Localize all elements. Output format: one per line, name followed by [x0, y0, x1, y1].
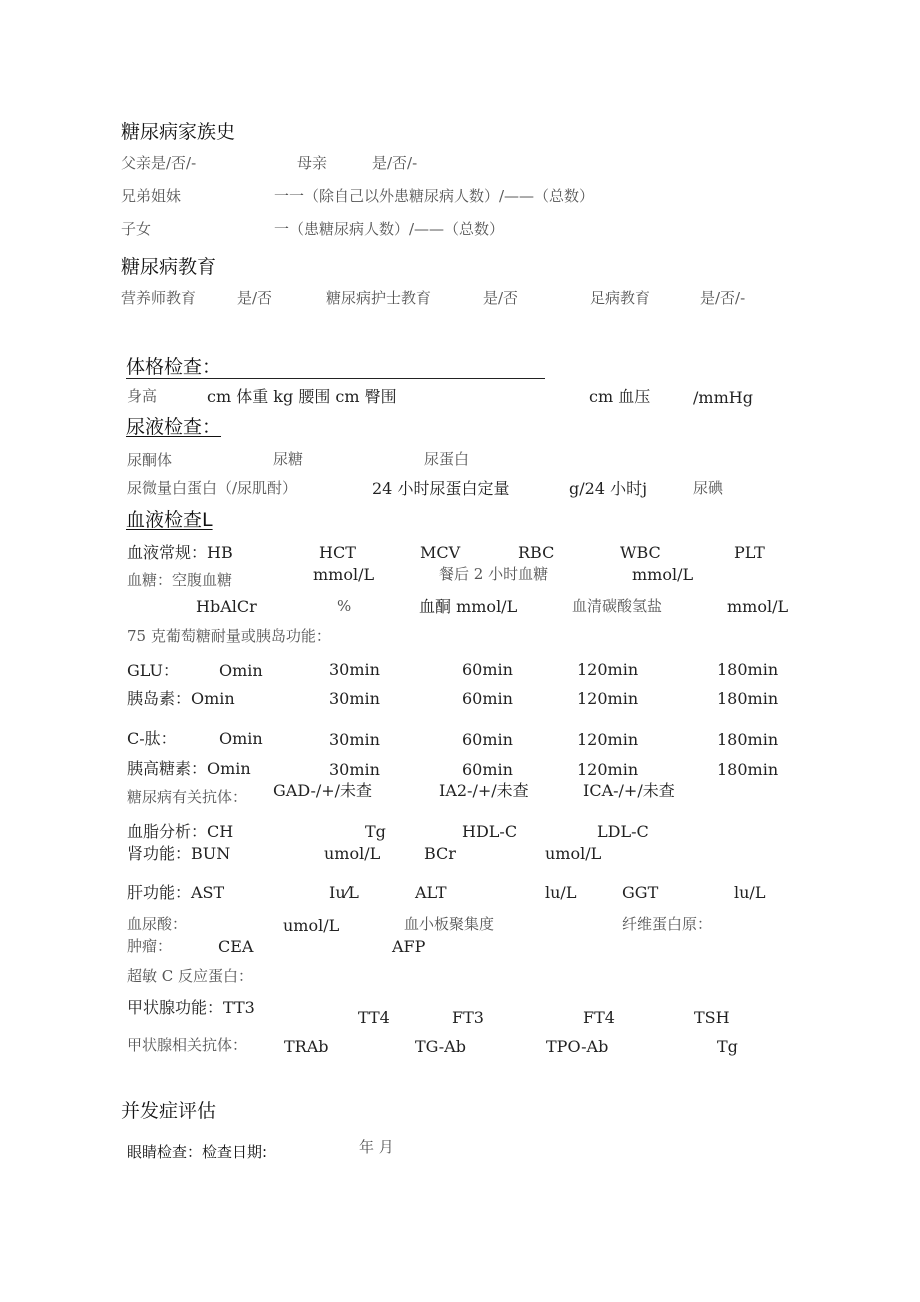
urine-sugar: 尿糖 — [273, 450, 304, 468]
eye-exam-label: 眼睛检查：检查日期: — [127, 1143, 268, 1161]
platelet-aggregation: 血小板聚集度 — [404, 915, 495, 933]
heading-family-history: 糖尿病家族史 — [121, 121, 236, 143]
glucagon-60min: 60min — [462, 760, 513, 779]
mother-label: 母亲 — [297, 154, 328, 172]
hba1c-unit: % — [337, 597, 352, 615]
alt-label: ALT — [415, 883, 447, 902]
glucagon-120min: 120min — [577, 760, 639, 779]
heading-urine: 尿液检查： — [126, 416, 222, 438]
lipid-label: 血脂分析：CH — [127, 822, 234, 841]
siblings-label: 兄弟姐妹 — [121, 187, 182, 205]
insulin-30min: 30min — [329, 689, 380, 708]
foot-options: 是/否/- — [700, 289, 746, 307]
mcv-label: MCV — [420, 543, 461, 562]
glu-180min: 180min — [717, 660, 779, 679]
tumor-label: 肿瘤： — [127, 937, 173, 955]
tt4-label: TT4 — [358, 1008, 390, 1027]
hct-label: HCT — [319, 543, 356, 562]
glu-120min: 120min — [577, 660, 639, 679]
glucagon-180min: 180min — [717, 760, 779, 779]
urine-g24-unit: g/24 小时j — [569, 479, 648, 498]
tsh-label: TSH — [694, 1008, 730, 1027]
physical-rule — [126, 378, 545, 379]
heading-blood: 血液检查L — [126, 509, 213, 531]
hba1c-label: HbAlCr — [196, 597, 257, 616]
nurse-label: 糖尿病护士教育 — [326, 289, 432, 307]
children-label: 子女 — [121, 220, 152, 238]
glucagon-row-label: 胰高糖素：Omin — [127, 759, 251, 778]
ggt-label: GGT — [622, 883, 659, 902]
heading-complications: 并发症评估 — [121, 1100, 217, 1122]
cea-label: CEA — [218, 937, 254, 956]
height-label: 身高 — [127, 387, 158, 405]
foot-label: 足病教育 — [590, 289, 651, 307]
tgab-label: TG-Ab — [415, 1037, 466, 1056]
bicarbonate-label: 血清碳酸氢盐 — [572, 597, 663, 615]
cpeptide-0min: Omin — [219, 729, 263, 748]
ft4-label: FT4 — [583, 1008, 615, 1027]
dietitian-label: 营养师教育 — [121, 289, 197, 307]
tg-thyroglobulin-label: Tg — [717, 1037, 738, 1056]
bcr-label: BCr — [424, 844, 456, 863]
heading-physical: 体格检查： — [126, 356, 222, 378]
tpoab-label: TPO-Ab — [546, 1037, 609, 1056]
urine-protein: 尿蛋白 — [424, 450, 470, 468]
siblings-field: 一一（除自己以外患糖尿病人数）/——（总数） — [274, 187, 595, 205]
bp-label: cm 血压 — [589, 387, 651, 406]
alt-unit: lu/L — [545, 883, 577, 902]
crp-label: 超敏 C 反应蛋白： — [127, 967, 254, 985]
cpeptide-180min: 180min — [717, 730, 779, 749]
plt-label: PLT — [734, 543, 765, 562]
mother-options: 是/否/- — [372, 154, 418, 172]
glu-60min: 60min — [462, 660, 513, 679]
father-field: 父亲是/否/- — [121, 154, 197, 172]
ft3-label: FT3 — [452, 1008, 484, 1027]
ast-unit: Iu⁄L — [329, 883, 359, 902]
gad-antibody: GAD-/+/未查 — [273, 781, 373, 800]
fasting-glucose-label: 血糖：空腹血糖 — [127, 571, 233, 589]
heading-education: 糖尿病教育 — [121, 256, 217, 278]
cpeptide-120min: 120min — [577, 730, 639, 749]
glucagon-30min: 30min — [329, 760, 380, 779]
bcr-unit: umol/L — [545, 844, 602, 863]
thyroid-function-label: 甲状腺功能：TT3 — [127, 998, 255, 1017]
body-measurements: cm 体重 kg 腰围 cm 臀围 — [207, 387, 397, 406]
postmeal-glucose-label: 餐后 2 小时血糖 — [439, 565, 549, 583]
hdl-label: HDL-C — [462, 822, 518, 841]
glu-0min: Omin — [219, 661, 263, 680]
dietitian-options: 是/否 — [237, 289, 273, 307]
nurse-options: 是/否 — [483, 289, 519, 307]
insulin-180min: 180min — [717, 689, 779, 708]
blood-ketone: 血酮 mmol/L — [419, 597, 518, 616]
urine-microalbumin: 尿微量白蛋白（/尿肌酎） — [127, 479, 298, 497]
urine-iodine: 尿碘 — [693, 479, 724, 497]
cpeptide-60min: 60min — [462, 730, 513, 749]
rbc-label: RBC — [518, 543, 555, 562]
uric-acid-unit: umol/L — [283, 916, 340, 935]
cpeptide-30min: 30min — [329, 730, 380, 749]
urine-24h-protein: 24 小时尿蛋白定量 — [372, 479, 510, 498]
antibody-label: 糖尿病有关抗体： — [127, 788, 248, 806]
afp-label: AFP — [392, 937, 426, 956]
glu-30min: 30min — [329, 660, 380, 679]
renal-label: 肾功能：BUN — [127, 844, 231, 863]
bun-unit: umol/L — [324, 844, 381, 863]
insulin-60min: 60min — [462, 689, 513, 708]
uric-acid-label: 血尿酸： — [127, 915, 188, 933]
ia2-antibody: IA2-/+/未查 — [439, 781, 529, 800]
glu-row-label: GLU： — [127, 661, 180, 680]
fasting-glucose-unit: mmol/L — [313, 565, 375, 584]
ica-antibody: ICA-/+/未查 — [583, 781, 675, 800]
postmeal-glucose-unit: mmol/L — [632, 565, 694, 584]
fibrinogen-label: 纤维蛋白原： — [622, 915, 713, 933]
thyroid-antibody-label: 甲状腺相关抗体： — [127, 1036, 248, 1054]
insulin-120min: 120min — [577, 689, 639, 708]
children-field: 一（患糖尿病人数）/——（总数） — [274, 220, 505, 238]
ogtt-label: 75 克葡萄糖耐量或胰岛功能： — [127, 627, 331, 645]
ldl-label: LDL-C — [597, 822, 649, 841]
blood-routine-label: 血液常规：HB — [127, 543, 233, 562]
insulin-row-label: 胰岛素：Omin — [127, 689, 235, 708]
trab-label: TRAb — [284, 1037, 329, 1056]
ggt-unit: lu/L — [734, 883, 766, 902]
bicarbonate-unit: mmol/L — [727, 597, 789, 616]
bp-unit: /mmHg — [693, 388, 753, 407]
wbc-label: WBC — [620, 543, 661, 562]
cpeptide-row-label: C-肽： — [127, 729, 177, 748]
urine-ketone: 尿酮体 — [127, 451, 173, 469]
liver-label: 肝功能：AST — [127, 883, 225, 902]
eye-exam-date: 年 月 — [359, 1138, 394, 1156]
tg-label: Tg — [365, 822, 386, 841]
